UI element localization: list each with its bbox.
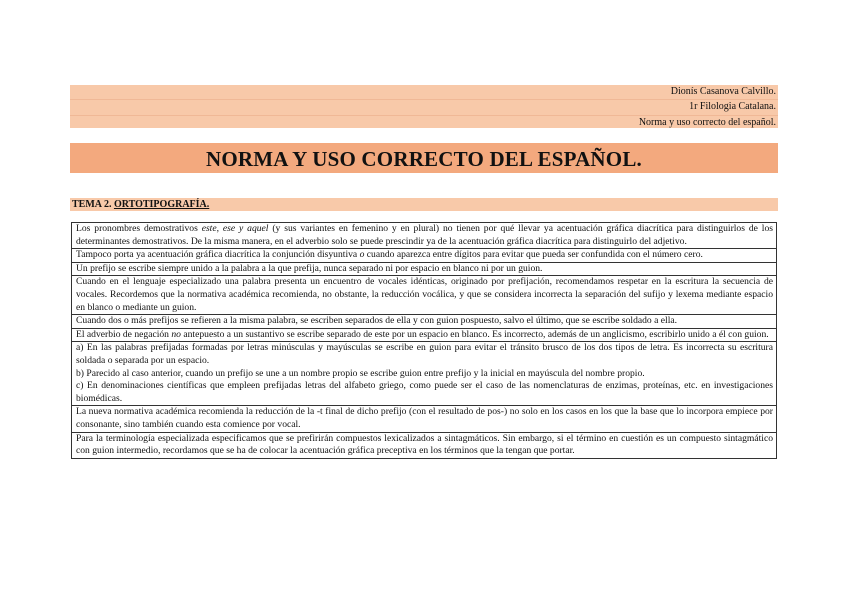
rule-multiple-prefixes: Cuando dos o más prefijos se refieren a la misma palabra, se escriben separados de ella y con guion pospuesto, salvo el último, que se escribe soldado a ella. [72,315,776,329]
section-prefix: TEMA 2. [72,199,114,210]
rule-vowel-encounter: Cuando en el lenguaje especializado una palabra presenta un encuentro de vocales idénticas, originado por prefijación, recomendamos respetar en la escritura la secuencia de vocales. Recordemos que la normativa académica recomienda, no obstante, la reducción vocálica, y que se considera incorrecta la separación del sufijo y lexema mediante espacio en blanco o mediante un guion. [72,276,776,315]
rule-text: (y sus variantes en femenino y en plural) no tienen por qué llevar ya acentuación gráfica diacrítica para distinguirlos de los determinantes demostrativos. De la misma manera, en el adverbio solo se puede prescindir ya de la acentuación gráfica diacrítica para distinguirlo del adjetivo. [76,223,773,247]
rule-text: cuando aparezca entre dígitos para evitar que pueda ser confundida con el número cero. [364,249,703,261]
rule-case-b: b) Parecido al caso anterior, cuando un prefijo se une a un nombre propio se escribe guion entre prefijo y la inicial en mayúscula del nombre propio. [76,367,645,379]
rule-text: antepuesto a un sustantivo se escribe separado de este por un espacio en blanco. Es incorrecto, además de un anglicismo, escribirlo unido a él con guion. [180,328,769,340]
subject-name: Norma y uso correcto del español. [638,116,776,128]
rule-text: El adverbio de negación [76,328,172,340]
section-name: ORTOTIPOGRAFÍA. [113,199,210,210]
section-heading [70,198,778,211]
rule-case-c: c) En denominaciones científicas que empleen prefijadas letras del alfabeto griego, como puede ser el caso de las nomenclaturas de enzimas, proteínas, etc. en investigaciones biomédicas. [76,380,773,404]
rule-italic: este, ese y aquel [201,223,269,234]
rule-prefix-joined: Un prefijo se escribe siempre unido a la palabra a la que prefija, nunca separado ni por espacio en blanco ni por un guion. [72,263,776,277]
rule-demonstratives [72,223,776,249]
rule-case-a: a) En las palabras prefijadas formadas por letras minúsculas y mayúsculas se escribe en guion para evitar el tránsito brusco de los dos tipos de letra. Es incorrecta su escritura soldada o separada por un espacio. [76,342,773,366]
rule-text: Los pronombres demostrativos [76,223,202,234]
rules-table [71,222,777,459]
header-box [70,85,778,128]
rule-italic: o [359,249,365,261]
rule-italic: no [171,328,181,340]
rule-hyphen-cases [72,342,776,406]
rule-compounds: Para la terminología especializada especificamos que se prefirirán compuestos lexicalizados a sintagmáticos. Sin embargo, si el término en cuestión es un compuesto sintagmático con guion intermedio, recordamos que se ha de colocar la acentuación gráfica preceptiva en los términos que la tengan que portar. [72,433,776,459]
rule-text: Tampoco porta ya acentuación gráfica diacrítica la conjunción disyuntiva [76,249,360,261]
rule-pos-prefix: La nueva normativa académica recomienda la reducción de la -t final de dicho prefijo (con el resultado de pos-) no solo en los casos en los que la base que lo incorpora empiece por consonante, sino también cuando esta comience por vocal. [72,406,776,432]
author-name: Dionís Casanova Calvillo. [70,85,778,100]
course-name: 1r Filologia Catalana. [70,100,778,115]
document-title: NORMA Y USO CORRECTO DEL ESPAÑOL. [70,143,778,173]
rule-negation-no [72,329,776,343]
rule-conjunction-o [72,249,776,263]
